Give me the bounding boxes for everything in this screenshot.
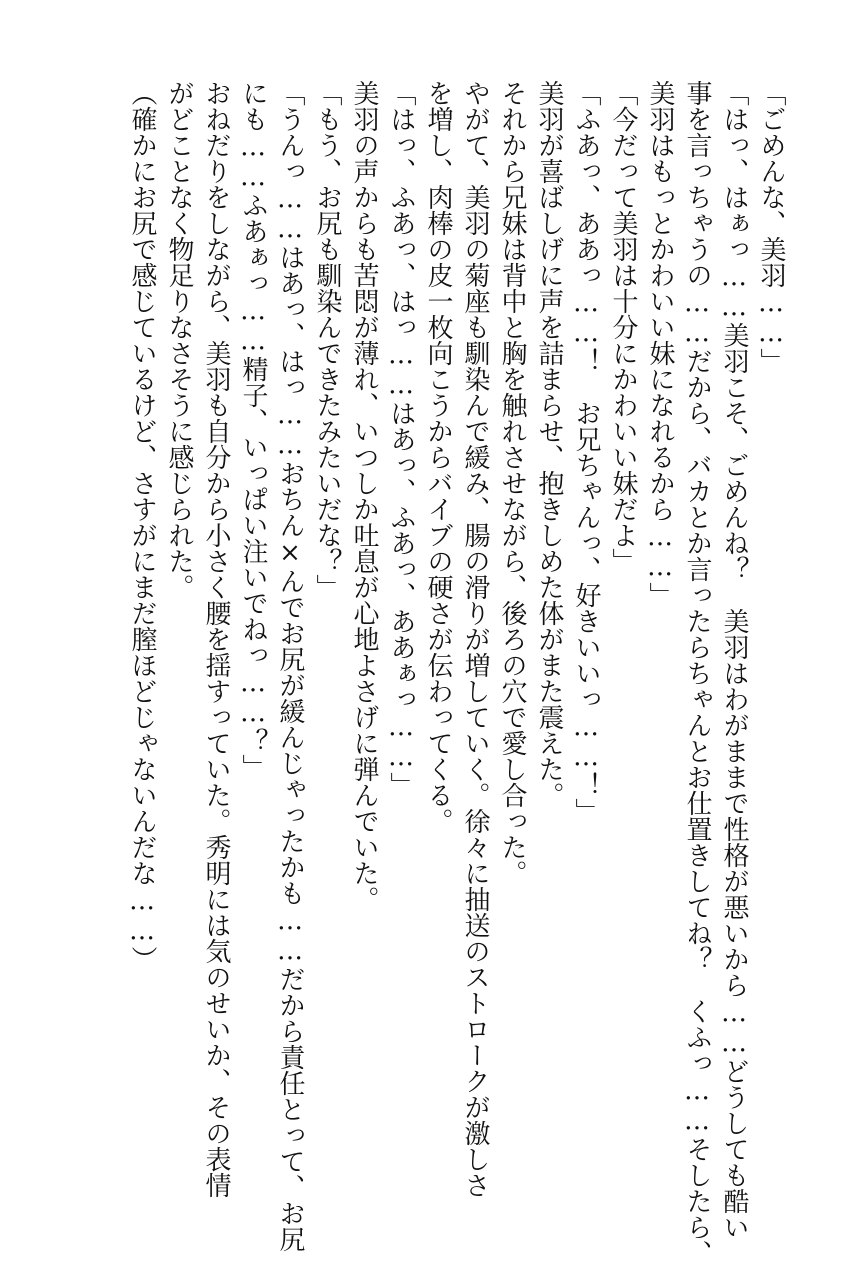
text-line: がどことなく物足りなさそうに感じられた。 bbox=[164, 80, 194, 600]
text-line: 「はっ、はぁっ……美羽こそ、ごめんね？ 美羽はわがままで性格が悪いから……どうしても酷い bbox=[719, 80, 749, 1240]
text-line: を増し、肉棒の皮一枚向こうからバイブの硬さが伝わってくる。 bbox=[423, 80, 453, 834]
text-line: 美羽が喜ばしげに声を詰まらせ、抱きしめた体がまた震えた。 bbox=[534, 80, 564, 808]
vertical-text-block bbox=[123, 80, 789, 1266]
text-line: 「うんっ……はあっ、はっ……おちん×んでお尻が緩んじゃったかも……だから責任とって、お尻 bbox=[275, 80, 305, 1252]
text-line: 「ごめんな、美羽……」 bbox=[756, 80, 786, 374]
text-line: やがて、美羽の菊座も馴染んで緩み、腸の滑りが増していく。徐々に抽送のストロークが激しさ bbox=[460, 80, 490, 1198]
text-line: 「ふあっ、ああっ……！ お兄ちゃんっ、好きいいっ……！」 bbox=[571, 80, 601, 824]
text-line: 「今だって美羽は十分にかわいい妹だよ」 bbox=[608, 80, 638, 574]
text-line: 「もう、お尻も馴染んできたみたいだな？」 bbox=[312, 80, 342, 600]
text-line: 美羽の声からも苦悶が薄れ、いつしか吐息が心地よさげに弾んでいた。 bbox=[349, 80, 379, 912]
text-line: 事を言っちゃうの……だから、バカとか言ったらちゃんとお仕置きしてね？ くふっ……そしたら、 bbox=[682, 80, 712, 1266]
text-line: それから兄妹は背中と胸を触れさせながら、後ろの穴で愛し合った。 bbox=[497, 80, 527, 886]
text-line: 「はっ、ふあっ、はっ……はあっ、ふあっ、ああぁっ……」 bbox=[386, 80, 416, 798]
text-line: にも……ふあぁっ……精子、いっぱい注いでねっ……？」 bbox=[238, 80, 268, 780]
text-line: おねだりをしながら、美羽も自分から小さく腰を揺すっていた。秀明には気のせいか、その表情 bbox=[201, 80, 231, 1198]
text-line: 美羽はもっとかわいい妹になれるから……」 bbox=[645, 80, 675, 608]
text-line: （確かにお尻で感じているけど、さすがにまだ膣ほどじゃないんだな……） bbox=[127, 80, 157, 972]
